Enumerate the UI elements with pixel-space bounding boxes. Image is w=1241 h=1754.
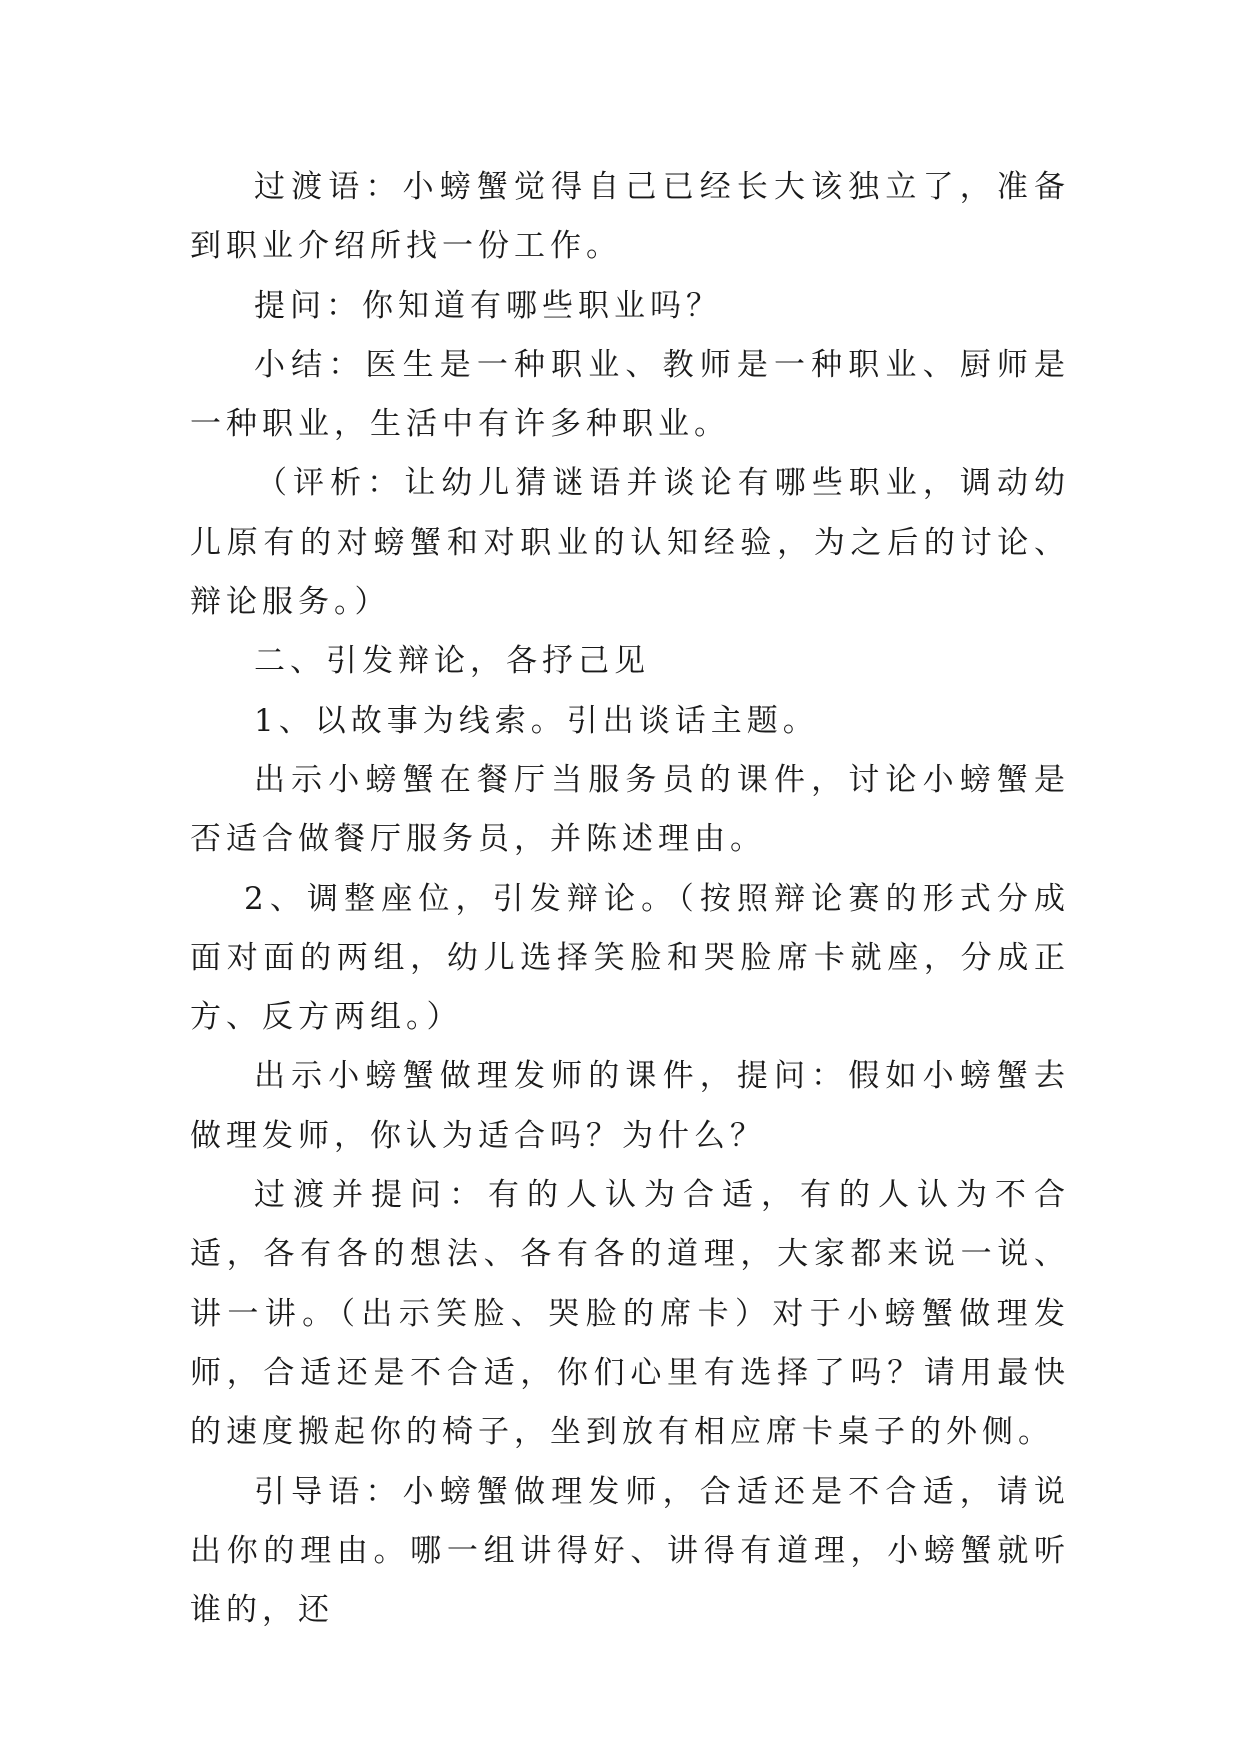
paragraph-question: 提问：你知道有哪些职业吗？ [254,287,722,324]
paragraph-barber-courseware: 出示小螃蟹做理发师的课件，提问：假如小螃蟹去做理发师，你认为适合吗？为什么？ [190,1058,1070,1154]
paragraph-transition-question: 过渡并提问：有的人认为合适，有的人认为不合适，各有各的想法、各有各的道理，大家都来说一说、讲一讲。（出示笑脸、哭脸的席卡）对于小螃蟹做理发师，合适还是不合适，你们心里有选择了吗？请用最快的速度搬起你的椅子，坐到放有相应席卡桌子的外侧。 [190,1177,1070,1451]
paragraph-step-1: 1、以故事为线索。引出谈话主题。 [254,702,819,739]
paragraph-guidance: 引导语：小螃蟹做理发师，合适还是不合适，请说出你的理由。哪一组讲得好、讲得有道理，小螃蟹就听谁的，还 [190,1473,1070,1629]
paragraph-summary: 小结：医生是一种职业、教师是一种职业、厨师是一种职业，生活中有许多种职业。 [190,346,1070,443]
paragraph-waiter-courseware: 出示小螃蟹在餐厅当服务员的课件，讨论小螃蟹是否适合做餐厅服务员，并陈述理由。 [190,761,1070,858]
document-body [190,158,1070,1640]
section-heading-debate: 二、引发辩论，各抒己见 [254,643,650,680]
paragraph-transition: 过渡语：小螃蟹觉得自己已经长大该独立了，准备到职业介绍所找一份工作。 [190,169,1070,265]
paragraph-step-2: 2、调整座位，引发辩论。（按照辩论赛的形式分成面对面的两组，幼儿选择笑脸和哭脸席卡就座，分成正方、反方两组。） [190,880,1070,1036]
paragraph-commentary: （评析：让幼儿猜谜语并谈论有哪些职业，调动幼儿原有的对螃蟹和对职业的认知经验，为之后的讨论、辩论服务。） [190,465,1070,621]
